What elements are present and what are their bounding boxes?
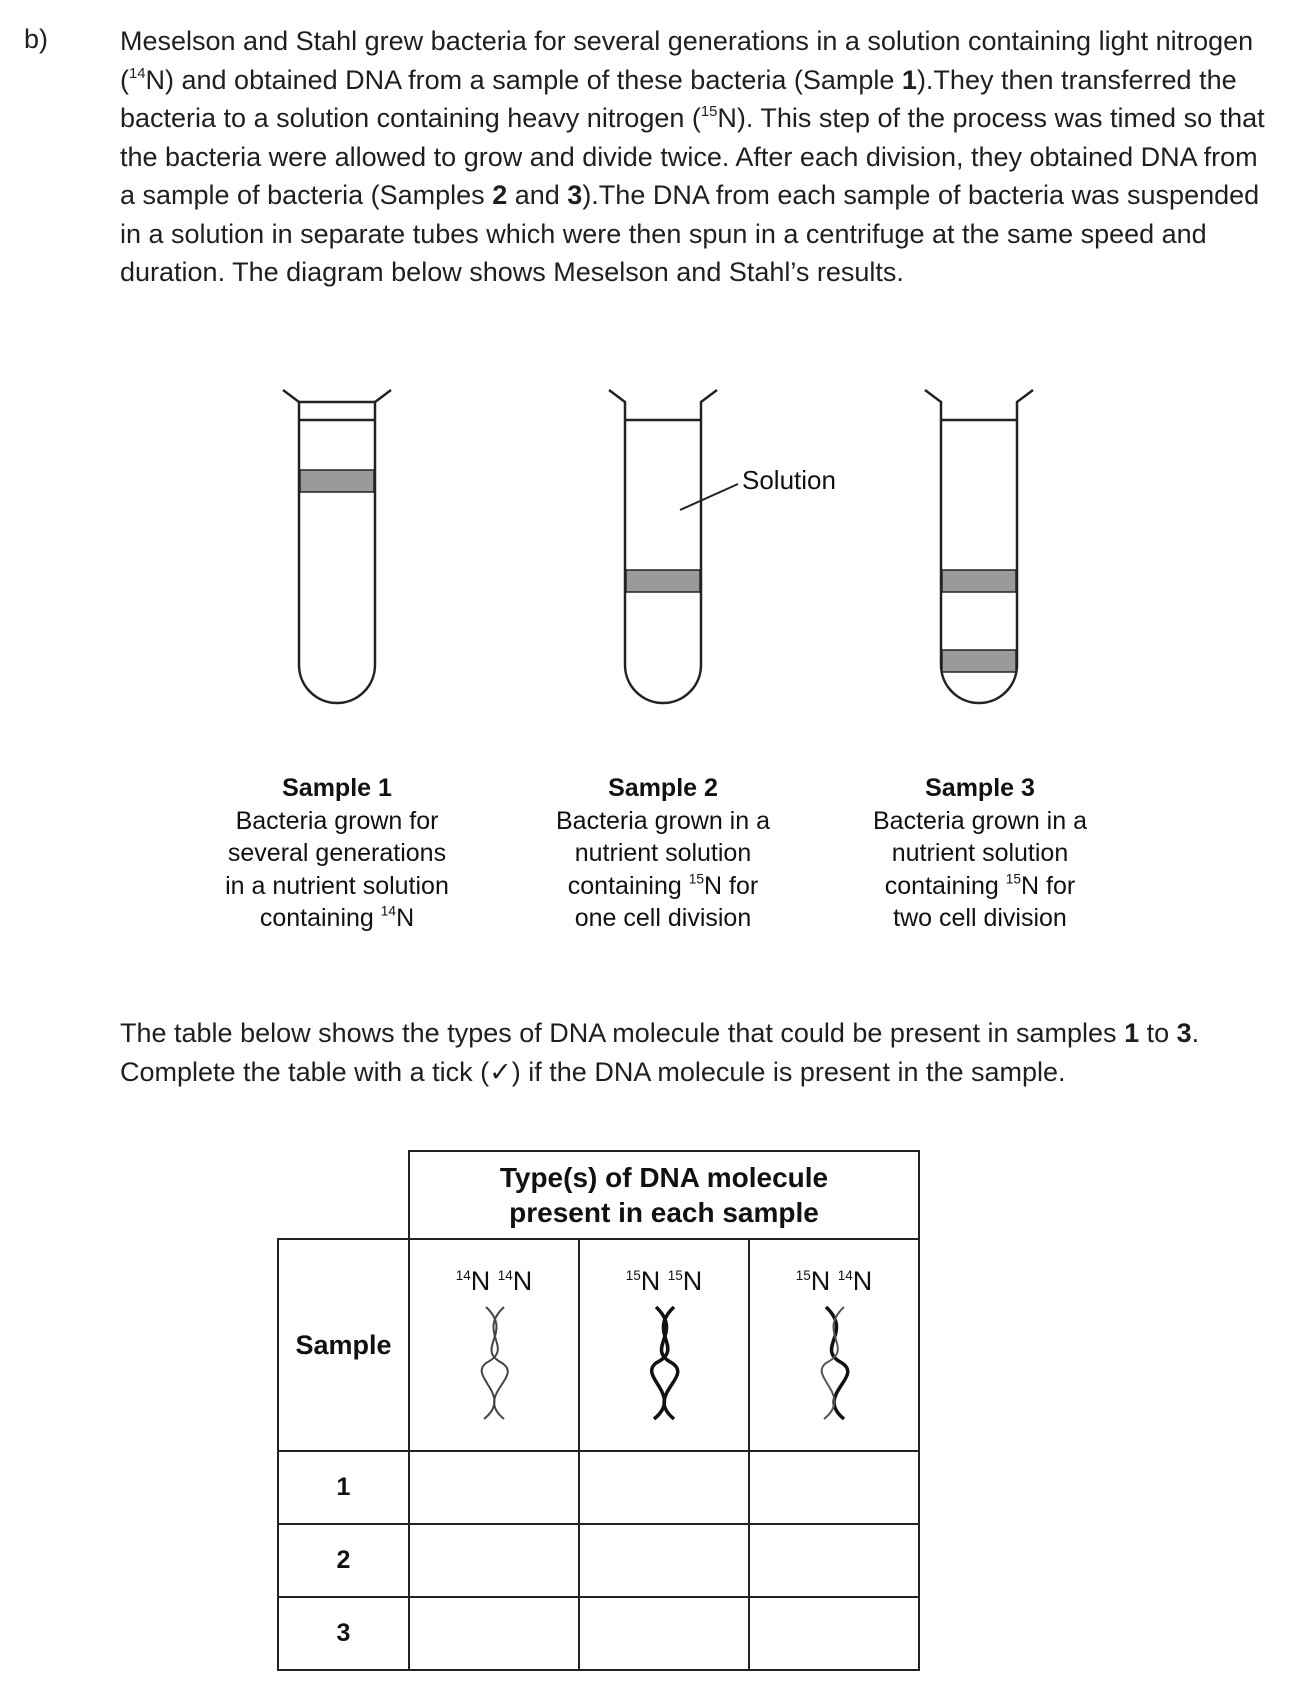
sample-column-header: Sample	[278, 1239, 409, 1451]
answer-cell[interactable]	[749, 1524, 919, 1597]
row-label-sample-2: 2	[278, 1524, 409, 1597]
dna-table	[277, 1150, 920, 1671]
sample-1-caption: Sample 1 Bacteria grown for several generations in a nutrient solution containing $^{14}$N	[225, 774, 449, 932]
answer-cell[interactable]	[749, 1451, 919, 1524]
centrifuge-diagram	[0, 360, 1301, 960]
instruction-paragraph: The table below shows the types of DNA molecule that could be present in samples 1 to 3. Complete the table with a tick (✓) if the DNA molecule is present in the sample.	[120, 1018, 1200, 1087]
test-tube-2	[609, 390, 717, 703]
answer-cell[interactable]	[409, 1597, 579, 1670]
answer-cell[interactable]	[409, 1451, 579, 1524]
answer-cell[interactable]	[409, 1524, 579, 1597]
band-sample-3b	[942, 650, 1016, 672]
intro-paragraph: Meselson and Stahl grew bacteria for several generations in a solution containing light nitrogen ($^{14}$N) and obtained DNA from a sample of these bacteria (Sample 1).They then transferred the bacteria to a solution containing heavy nitrogen ($^{15}$N). This step of the process was timed so that the bacteria were allowed to grow and divide twice. After each division, they obtained DNA from a sample of bacteria (Samples 2 and 3).The DNA from each sample of bacteria was suspended in a solution in separate tubes which were then spun in a centrifuge at the same speed and duration. The diagram below shows Meselson and Stahl’s results.	[120, 26, 1265, 287]
dna-helix-icon	[804, 1303, 864, 1423]
row-label-sample-1: 1	[278, 1451, 409, 1524]
molecule-15n-14n: $^{15}$N $^{14}$N	[749, 1239, 919, 1451]
question-label: b)	[24, 24, 49, 54]
answer-cell[interactable]	[749, 1597, 919, 1670]
table-corner	[278, 1151, 409, 1239]
test-tube-1	[283, 390, 391, 703]
table-header: Type(s) of DNA molecule present in each sample	[409, 1151, 919, 1239]
dna-helix-icon	[634, 1303, 694, 1423]
answer-cell[interactable]	[579, 1524, 749, 1597]
band-sample-2	[626, 570, 700, 592]
sample-2-caption: Sample 2 Bacteria grown in a nutrient solution containing $^{15}$N for one cell division	[555, 774, 770, 932]
band-sample-1	[300, 470, 374, 492]
answer-cell[interactable]	[579, 1597, 749, 1670]
dna-helix-icon	[464, 1303, 524, 1423]
solution-pointer	[680, 484, 738, 510]
row-label-sample-3: 3	[278, 1597, 409, 1670]
answer-cell[interactable]	[579, 1451, 749, 1524]
solution-label: Solution	[742, 465, 836, 495]
sample-3-caption: Sample 3 Bacteria grown in a nutrient solution containing $^{15}$N for two cell division	[872, 774, 1087, 932]
molecule-14n-14n: $^{14}$N $^{14}$N	[409, 1239, 579, 1451]
band-sample-3a	[942, 570, 1016, 592]
test-tubes-figure	[0, 360, 1301, 720]
molecule-15n-15n: $^{15}$N $^{15}$N	[579, 1239, 749, 1451]
